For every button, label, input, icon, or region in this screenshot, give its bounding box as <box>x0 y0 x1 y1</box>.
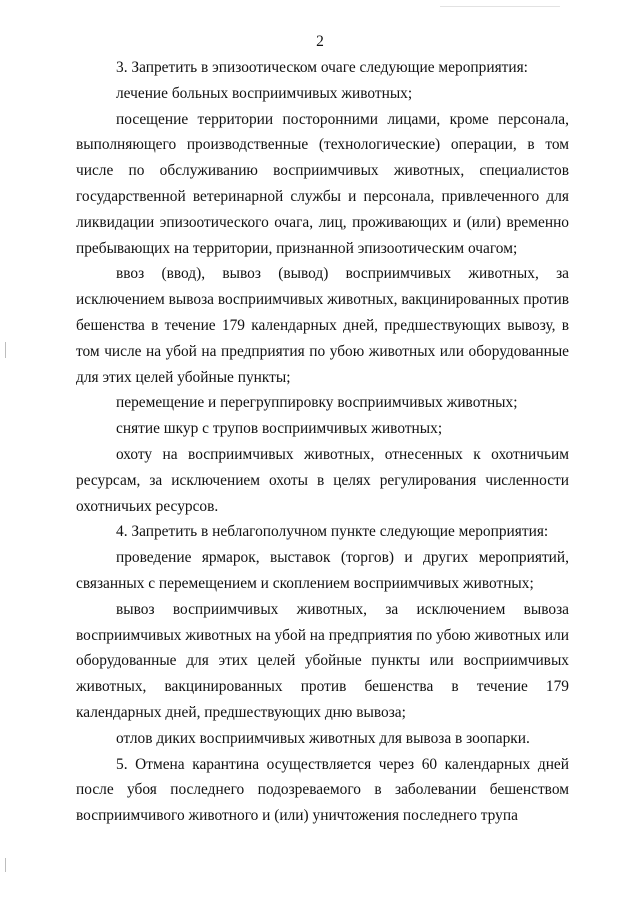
clause-5-quarantine-cancel: 5. Отмена карантина осуществляется через 60 календарных дней после убоя последнего подозреваемого в заболевании бешенством восприимчивого животного и (или) уничтожения последнего трупа <box>76 755 569 825</box>
clause-4-item-export: вывоз восприимчивых животных, за исключением вывоза восприимчивых животных на убой на предприятия по убою животных или оборудованные для этих целей убойные пункты или восприимчивых животных, вакцинированных против бешенства в течение 179 календарных дней, предшествующих дню вывоза; <box>76 600 569 721</box>
clause-3-item-visits: посещение территории посторонними лицами, кроме персонала, выполняющего производственные (технологические) операции, в том числе по обслуживанию восприимчивых животных, специалистов государственной ветеринарной службы и персонала, привлеченного для ликвидации эпизоотического очага, лиц, проживающих и (или) временно пребывающих на территории, признанной эпизоотическим очагом; <box>76 110 569 257</box>
clause-3-item-import-export: ввоз (ввод), вывоз (вывод) восприимчивых животных, за исключением вывоза восприимчивых животных, вакцинированных против бешенства в течение 179 календарных дней, предшествующих вывозу, в том числе на убой на предприятия по убою животных или оборудованные для этих целей убойные пункты; <box>76 265 569 386</box>
page-number: 2 <box>316 33 324 50</box>
clause-4-item-fairs: проведение ярмарок, выставок (торгов) и других мероприятий, связанных с перемещением и скоплением восприимчивых животных; <box>76 549 569 592</box>
clause-3-item-skinning: снятие шкур с трупов восприимчивых животных; <box>116 420 443 438</box>
clause-3-item-movement: перемещение и перегруппировку восприимчивых животных; <box>116 394 518 412</box>
clause-3-item-hunting: охоту на восприимчивых животных, отнесенных к охотничьим ресурсам, за исключением охоты в целях регулирования численности охотничьих ресурсов. <box>76 445 569 515</box>
clause-3-heading: 3. Запретить в эпизоотическом очаге следующие мероприятия: <box>116 59 528 76</box>
clause-4-heading: 4. Запретить в неблагополучном пункте следующие мероприятия: <box>116 523 549 541</box>
clause-4-item-capture: отлов диких восприимчивых животных для вывоза в зоопарки. <box>116 729 530 747</box>
document-body <box>76 55 569 829</box>
clause-3-item-treatment: лечение больных восприимчивых животных; <box>116 84 413 102</box>
scan-artifact-line <box>440 6 560 7</box>
scan-edge-mark <box>5 858 6 872</box>
scan-edge-mark <box>5 342 6 358</box>
